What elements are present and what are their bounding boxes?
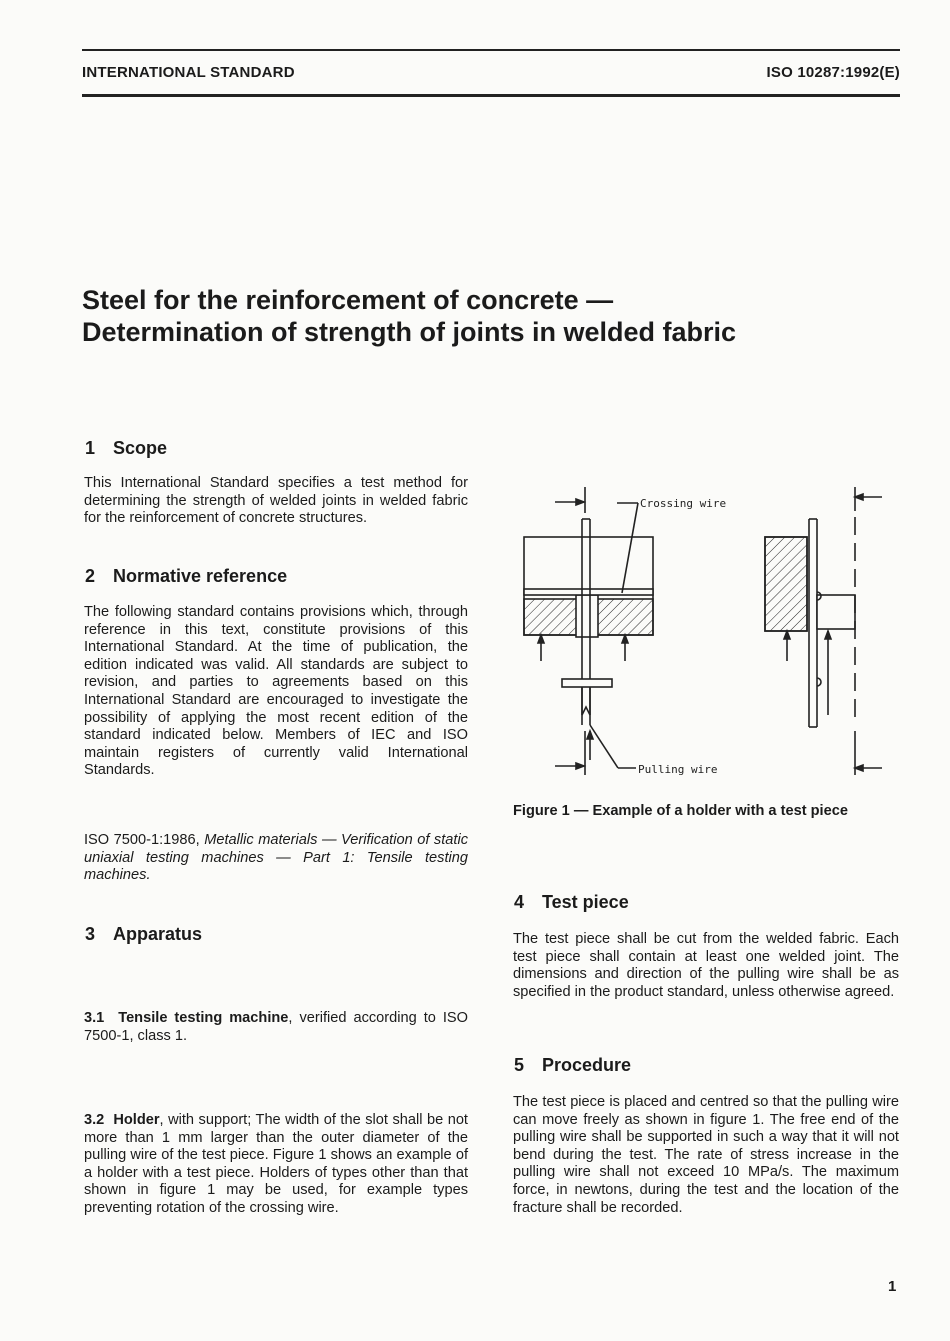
- normative-reference: [84, 832, 468, 885]
- item-term: Tensile testing machine: [118, 1010, 289, 1026]
- normative-text: The following standard contains provisions which, through reference in this text, constitute provisions of this International Standard. At the time of publication, the edition indicated was valid. All standards are subject to revision, and parties to agreements based on this International Standard are encouraged to investigate the possibility of applying the most recent edition of the standard indicated below. Members of IEC and ISO maintain registers of currently valid International Standards.: [84, 604, 468, 779]
- section-title: Test piece: [542, 892, 629, 912]
- item-text: , verified according to ISO 7500-1, class 1.: [84, 1010, 468, 1044]
- section-heading-apparatus: [85, 924, 202, 945]
- section-heading-scope: [85, 438, 167, 459]
- section-number: 1: [85, 438, 96, 458]
- scope-text: This International Standard specifies a test method for determining the strength of welded joints in welded fabric for the reinforcement of concrete structures.: [84, 475, 468, 527]
- section-title: Procedure: [542, 1055, 632, 1075]
- header-top-rule: [82, 49, 900, 51]
- header-right: ISO 10287:1992(E): [766, 64, 900, 81]
- figure-1-caption: Figure 1 — Example of a holder with a test piece: [513, 803, 848, 819]
- section-number: 3: [85, 924, 96, 944]
- item-number: 3.2: [84, 1112, 105, 1128]
- item-term: Holder: [113, 1112, 160, 1128]
- item-number: 3.1: [84, 1010, 105, 1026]
- page-number: 1: [888, 1278, 897, 1295]
- holder-front-view: [524, 487, 653, 775]
- page-title: [82, 284, 902, 348]
- label-crossing-wire: Crossing wire: [640, 497, 727, 510]
- reference-code: ISO 7500-1:1986,: [84, 832, 200, 848]
- section-heading-test-piece: [514, 892, 629, 913]
- figure-1-diagram: [510, 475, 910, 790]
- apparatus-item-3-2: [84, 1112, 468, 1218]
- section-heading-normative: [85, 566, 287, 587]
- holder-side-view: [765, 487, 882, 775]
- section-heading-procedure: [514, 1055, 631, 1076]
- title-line-1: Steel for the reinforcement of concrete —: [82, 285, 614, 315]
- label-pulling-wire: Pulling wire: [638, 763, 718, 776]
- section-title: Apparatus: [113, 924, 203, 944]
- title-line-2: Determination of strength of joints in welded fabric: [82, 317, 737, 347]
- apparatus-item-3-1: [84, 1010, 468, 1045]
- header-bottom-rule: [82, 94, 900, 97]
- reference-title: Metallic materials — Verification of static uniaxial testing machines — Part 1: Tensile testing machines.: [84, 832, 468, 884]
- test-piece-text: The test piece shall be cut from the welded fabric. Each test piece shall contain at least one welded joint. The dimensions and direction of the pulling wire shall be as specified in the product standard, unless otherwise agreed.: [513, 931, 899, 1000]
- procedure-text: The test piece is placed and centred so that the pulling wire can move freely as shown in figure 1. The free end of the pulling wire shall be supported in such a way that it will not bend during the test. The rate of stress increase in the pulling wire shall not exceed 10 MPa/s. The maximum force, in newtons, during the test and the location of the fracture shall be recorded.: [513, 1094, 899, 1216]
- section-title: Normative reference: [113, 566, 288, 586]
- section-title: Scope: [113, 438, 168, 458]
- section-number: 5: [514, 1055, 525, 1075]
- section-number: 4: [514, 892, 525, 912]
- header-left: INTERNATIONAL STANDARD: [82, 64, 295, 81]
- item-text: , with support; The width of the slot shall be not more than 1 mm larger than the outer diameter of the pulling wire of the test piece. Figure 1 shows an example of a holder with a test piece. Holders of types other than that shown in figure 1 may be used, for example types preventing rotation of the crossing wire.: [84, 1112, 468, 1216]
- section-number: 2: [85, 566, 96, 586]
